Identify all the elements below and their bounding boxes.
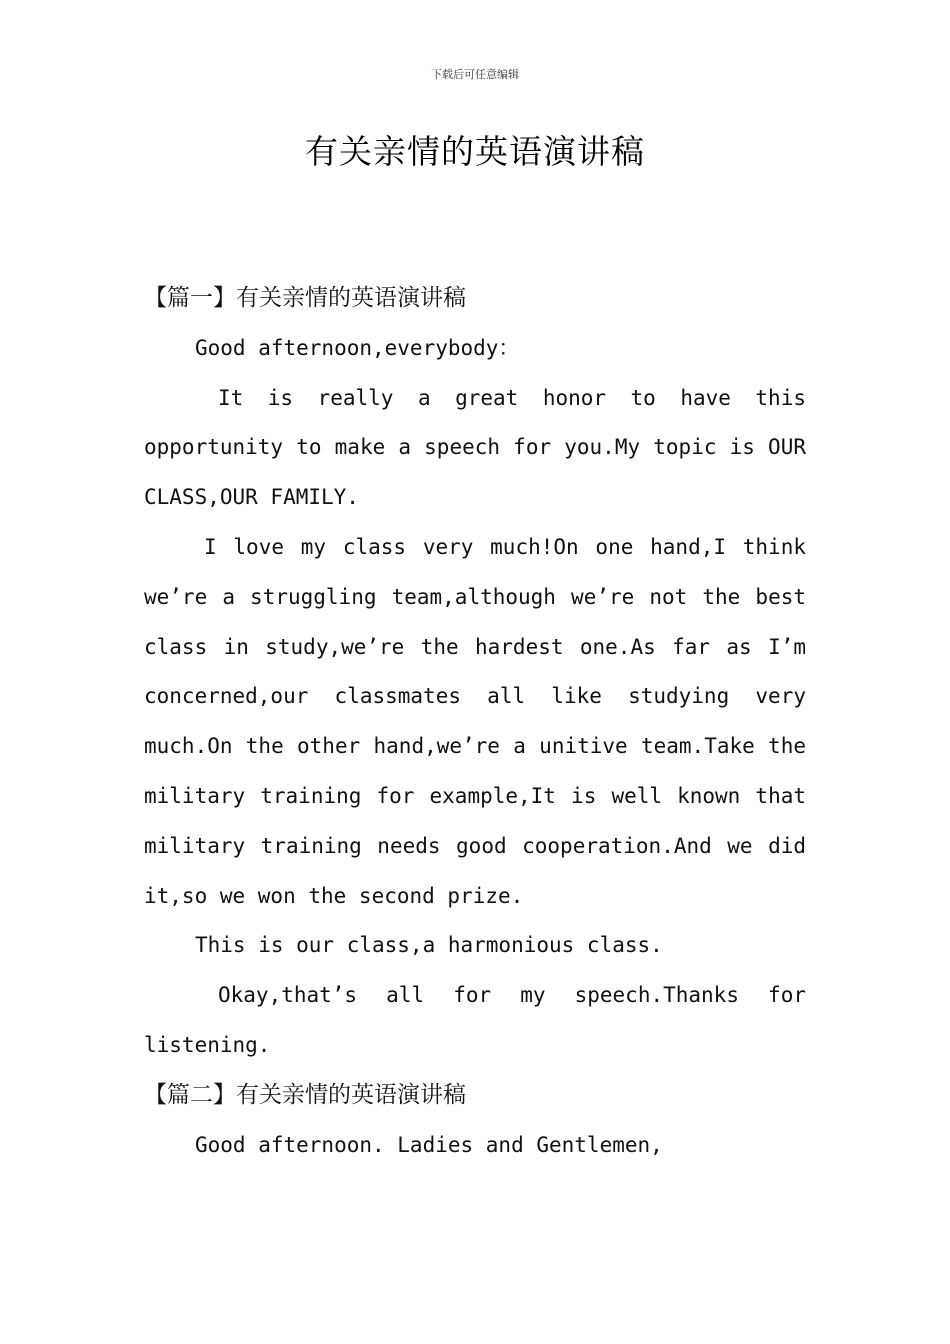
- greeting-paragraph: Good afternoon,everybody：: [195, 335, 520, 360]
- body-paragraph: I love my class very much!On one hand,I think we’re a struggling team,although we’re not the best class in study,we’re the hardest one.As far as I’m concerned,our classmates all like studying very much.On the other hand,we’re a unitive team.Take the military training for example,It is well known that military training needs good cooperation.And we did it,so we won the second prize.: [144, 534, 806, 908]
- section-heading-2: 【篇二】有关亲情的英语演讲稿: [144, 1081, 466, 1108]
- document-title: 有关亲情的英语演讲稿: [305, 132, 645, 171]
- body-paragraph: This is our class,a harmonious class.: [195, 933, 663, 958]
- header-note: 下载后可任意编辑: [431, 68, 519, 81]
- section-heading-1: 【篇一】有关亲情的英语演讲稿: [144, 285, 466, 311]
- document-body: [144, 274, 806, 1170]
- greeting-paragraph: Good afternoon. Ladies and Gentlemen,: [195, 1132, 663, 1157]
- closing-paragraph: Okay,that’s all for my speech.Thanks for listening.: [144, 983, 806, 1057]
- body-paragraph: It is really a great honor to have this opportunity to make a speech for you.My topic is OUR CLASS,OUR FAMILY.: [144, 385, 806, 510]
